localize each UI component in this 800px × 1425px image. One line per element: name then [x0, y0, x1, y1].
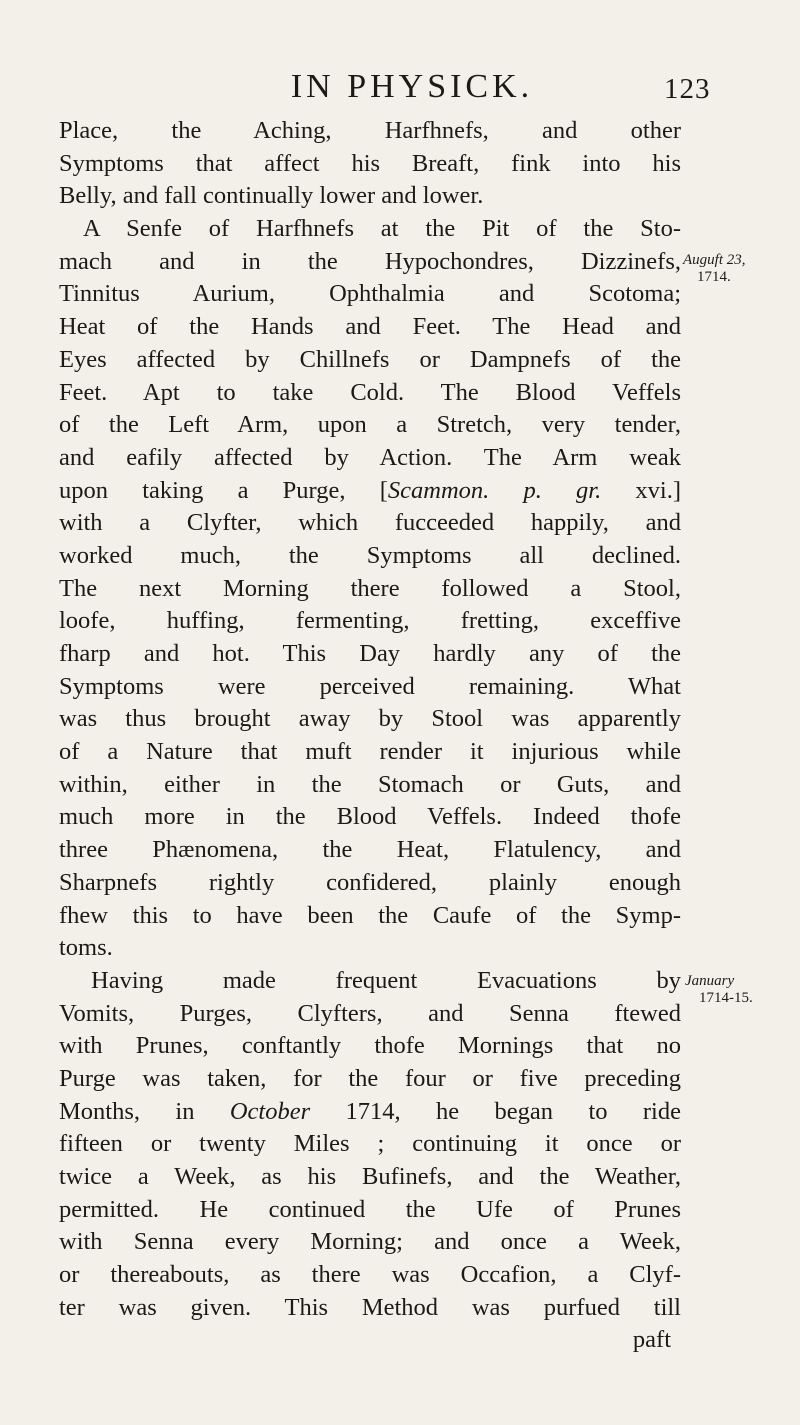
- page-number: 123: [664, 73, 711, 105]
- text-line: three Phænomena, the Heat, Flatulency, and: [59, 836, 681, 864]
- text-line: ter was given. This Method was purfued till: [59, 1293, 681, 1321]
- text-line: toms.: [59, 934, 113, 962]
- text-line: Vomits, Purges, Clyfters, and Senna ftewed: [59, 999, 681, 1027]
- text-line: Sharpnefs rightly confidered, plainly enough: [59, 868, 681, 896]
- text-line: Eyes affected by Chillnefs or Dampnefs of the: [59, 345, 681, 373]
- text-line: fharp and hot. This Day hardly any of the: [59, 640, 681, 667]
- text-line: much more in the Blood Veffels. Indeed thofe: [59, 803, 681, 831]
- text-line: loofe, huffing, fermenting, fretting, exceffive: [59, 607, 681, 635]
- text-line: Feet. Apt to take Cold. The Blood Veffels: [59, 378, 681, 406]
- text-line: fifteen or twenty Miles ; continuing it once or: [59, 1130, 681, 1158]
- text-line: Tinnitus Aurium, Ophthalmia and Scotoma;: [59, 280, 681, 308]
- margin-note-date: [685, 973, 753, 1007]
- running-head: IN PHYSICK.: [290, 68, 534, 105]
- margin-note-year: 1714.: [697, 269, 731, 285]
- margin-note-month: January: [685, 973, 735, 989]
- text-line: Belly, and fall continually lower and lower.: [59, 182, 484, 210]
- text-line: mach and in the Hypochondres, Dizzinefs,: [59, 247, 681, 275]
- text-line: with Prunes, conftantly thofe Mornings that no: [59, 1032, 681, 1060]
- text-line: with a Clyfter, which fucceeded happily, and: [59, 509, 681, 537]
- text-line: Heat of the Hands and Feet. The Head and: [59, 313, 681, 341]
- text-line: of the Left Arm, upon a Stretch, very tender,: [59, 411, 681, 439]
- text-line: of a Nature that muft render it injurious while: [59, 738, 681, 766]
- text-line: Months, in October 1714, he began to ride: [59, 1097, 681, 1125]
- text-line: The next Morning there followed a Stool,: [59, 574, 681, 602]
- text-line: Symptoms that affect his Breaft, fink into his: [59, 149, 681, 177]
- body-text: [59, 115, 681, 1357]
- text-line: permitted. He continued the Ufe of Prunes: [59, 1195, 681, 1223]
- text-line: worked much, the Symptoms all declined.: [59, 541, 681, 569]
- text-line: and eafily affected by Action. The Arm weak: [59, 443, 681, 471]
- text-line: within, either in the Stomach or Guts, and: [59, 770, 681, 798]
- catchword: paft: [632, 1326, 671, 1354]
- text-line: fhew this to have been the Caufe of the Symp-: [59, 901, 681, 929]
- margin-note-month: Auguft 23,: [683, 252, 746, 268]
- page-header: [0, 68, 800, 118]
- text-line: Having made frequent Evacuations by: [91, 966, 681, 994]
- margin-note-date: [683, 252, 746, 286]
- italic-text: Scammon. p. gr.: [387, 476, 602, 504]
- text-line: or thereabouts, as there was Occafion, a Clyf-: [59, 1261, 681, 1289]
- margin-note-year: 1714-15.: [699, 990, 753, 1006]
- text-line: twice a Week, as his Bufinefs, and the Weather,: [59, 1163, 681, 1190]
- text-line: Symptoms were perceived remaining. What: [59, 672, 681, 700]
- text-line: was thus brought away by Stool was apparently: [59, 705, 681, 733]
- italic-text: October: [229, 1097, 311, 1125]
- text-line: Place, the Aching, Harfhnefs, and other: [59, 117, 681, 144]
- text-line: A Senfe of Harfhnefs at the Pit of the Sto-: [83, 215, 681, 243]
- text-line: upon taking a Purge, [Scammon. p. gr. xvi.]: [59, 476, 681, 504]
- text-line: Purge was taken, for the four or five preceding: [59, 1064, 681, 1092]
- text-line: with Senna every Morning; and once a Week,: [59, 1228, 681, 1256]
